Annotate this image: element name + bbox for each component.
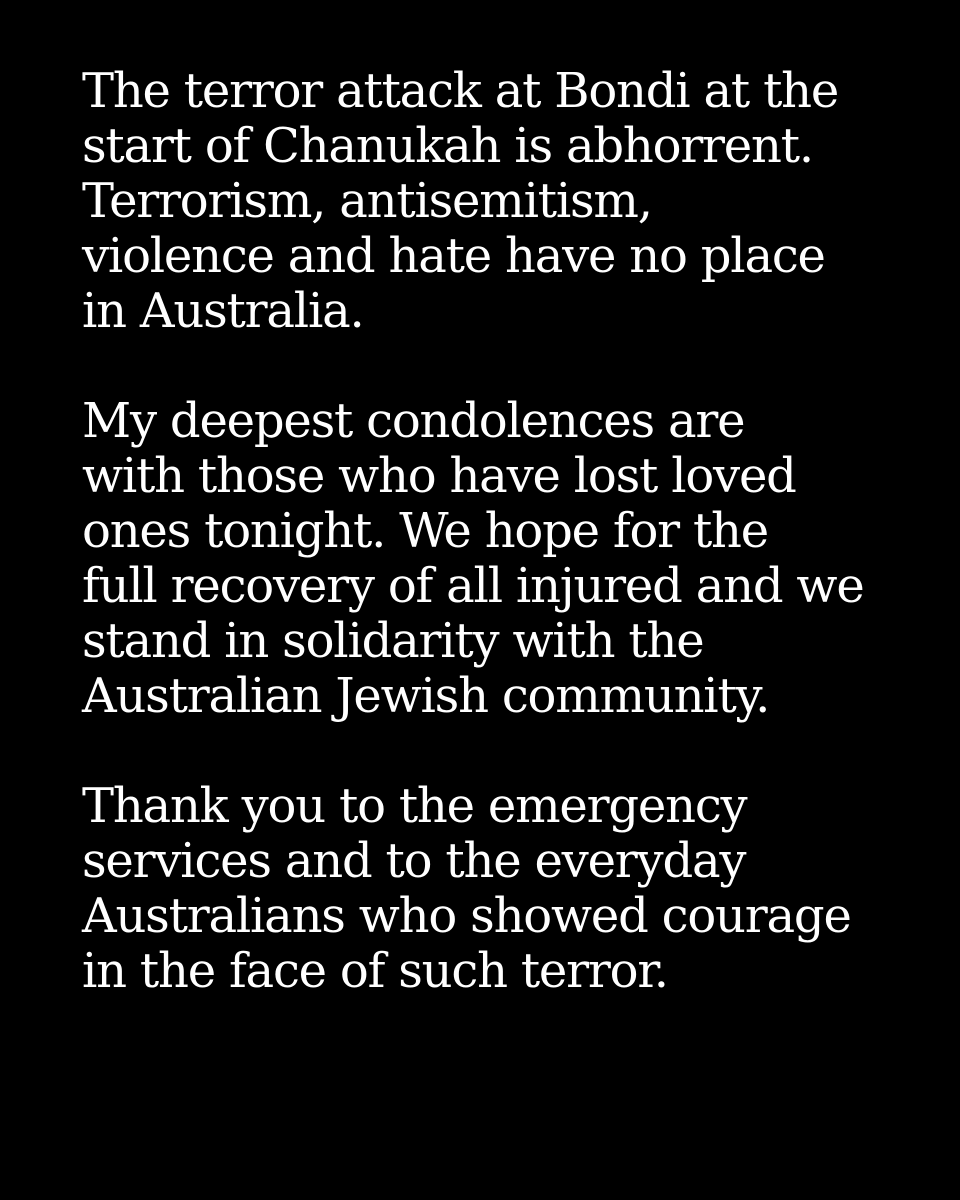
paragraph-line: stand in solidarity with the [82,613,704,669]
paragraph-line: My deepest condolences are [82,393,745,449]
paragraph-line: Terrorism, antisemitism, [82,173,652,229]
statement-text [82,64,902,999]
paragraph-line: full recovery of all injured and we [82,558,864,614]
paragraph-3 [82,779,902,999]
paragraph-line: Australians who showed courage [82,888,851,944]
paragraph-line: services and to the everyday [82,833,746,889]
paragraph-line: violence and hate have no place [82,228,825,284]
paragraph-line: with those who have lost loved [82,448,796,504]
paragraph-spacer [82,724,902,779]
paragraph-1 [82,64,902,339]
paragraph-2 [82,394,902,724]
paragraph-line: The terror attack at Bondi at the [82,63,839,119]
paragraph-line: Australian Jewish community. [82,668,770,724]
paragraph-line: ones tonight. We hope for the [82,503,768,559]
paragraph-spacer [82,339,902,394]
paragraph-line: in the face of such terror. [82,943,668,999]
paragraph-line: in Australia. [82,283,364,339]
paragraph-line: start of Chanukah is abhorrent. [82,118,813,174]
paragraph-line: Thank you to the emergency [82,778,747,834]
